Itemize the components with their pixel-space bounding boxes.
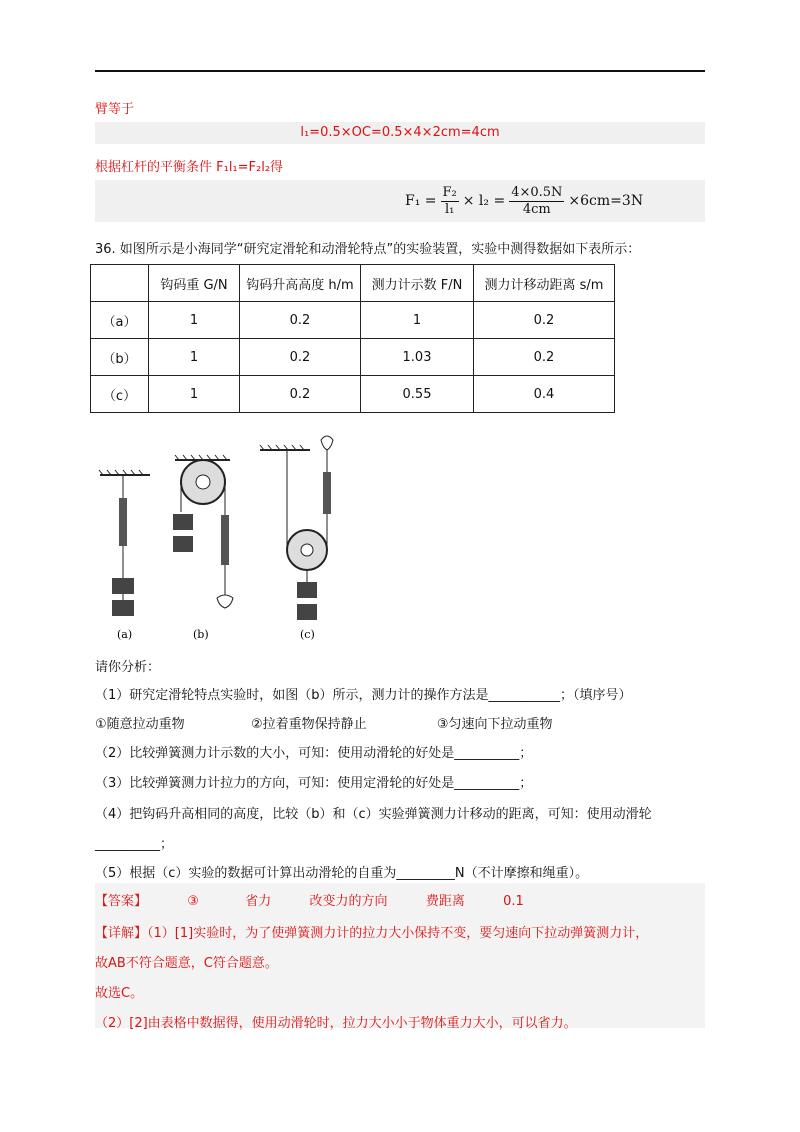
setup-b [173, 455, 233, 608]
table-cell: 1.03 [361, 339, 474, 376]
header-rule [95, 70, 705, 72]
question-1: （1）研究定滑轮特点实验时，如图（b）所示，测力计的操作方法是___________；（填序号） [95, 688, 632, 703]
table-header: 测力计移动距离 s/m [474, 265, 615, 302]
table-cell: 0.2 [240, 376, 361, 413]
table-cell: （b） [91, 339, 149, 376]
fraction-num: 4×0.5N [511, 184, 563, 200]
detail-line-4: （2）[2]由表格中数据得，使用动滑轮时，拉力大小小于物体重力大小，可以省力。 [95, 1016, 577, 1031]
answer-3: 改变力的方向 [309, 894, 388, 909]
answer-5: 0.1 [503, 894, 524, 909]
table-cell: 0.2 [474, 302, 615, 339]
table-header: 钩码升高高度 h/m [240, 265, 361, 302]
question-4: （4）把钩码升高相同的高度，比较（b）和（c）实验弹簧测力计移动的距离，可知：使用动滑轮 [95, 807, 652, 822]
table-cell: 0.55 [361, 376, 474, 413]
answer-4: 费距离 [425, 894, 465, 909]
question-3: （3）比较弹簧测力计拉力的方向，可知：使用定滑轮的好处是__________； [95, 776, 533, 791]
figure-label-c: (c) [300, 628, 315, 641]
table-cell: 1 [149, 376, 240, 413]
option-1: ①随意拉动重物 [95, 717, 185, 732]
detail-line-2: 故AB不符合题意，C符合题意。 [95, 956, 278, 971]
table-cell: （a） [91, 302, 149, 339]
figure-label-a: (a) [117, 628, 133, 641]
table-cell: 1 [149, 302, 240, 339]
table-row [91, 302, 615, 339]
table-cell: 0.2 [240, 339, 361, 376]
answer-1: ③ [187, 894, 199, 909]
option-3: ③匀速向下拉动重物 [436, 717, 553, 732]
fraction-den: 4cm [522, 201, 551, 217]
detail-text: （1）[1]实验时，为了使弹簧测力计的拉力大小保持不变，要匀速向下拉动弹簧测力计， [147, 926, 649, 941]
fraction-2 [509, 185, 564, 218]
table-cell: （c） [91, 376, 149, 413]
table-cell: 1 [361, 302, 474, 339]
formula-line-2 [95, 180, 705, 222]
solution-text: 臂等于 [95, 102, 135, 117]
question-text: 36. 如图所示是小海同学“研究定滑轮和动滑轮特点”的实验装置，实验中测得数据如下表所示： [95, 242, 641, 257]
option-2: ②拉着重物保持静止 [250, 717, 367, 732]
table-cell: 1 [149, 339, 240, 376]
options-row [95, 713, 553, 732]
table-header [91, 265, 149, 302]
detail-line-3: 故选C。 [95, 986, 144, 1001]
fraction-1 [441, 185, 459, 218]
setup-a [99, 470, 150, 616]
answer-2: 省力 [245, 894, 272, 909]
data-table [90, 264, 615, 413]
formula-lhs: F₁ = [405, 193, 437, 209]
detail-line-1 [95, 922, 648, 941]
question-2: （2）比较弹簧测力计示数的大小，可知：使用动滑轮的好处是__________； [95, 746, 533, 761]
formula-line-1: l₁=0.5×OC=0.5×4×2cm=4cm [95, 122, 705, 144]
table-cell: 0.4 [474, 376, 615, 413]
answer-label: 【答案】 [95, 894, 148, 909]
fraction-num: F₂ [442, 184, 457, 200]
figure-label-b: (b) [193, 628, 209, 641]
formula-times: × l₂ = [462, 193, 506, 209]
table-cell: 0.2 [240, 302, 361, 339]
solution-text: 根据杠杆的平衡条件 F₁l₁=F₂l₂得 [95, 160, 284, 175]
table-header: 钩码重 G/N [149, 265, 240, 302]
formula-tail: ×6cm=3N [568, 193, 644, 209]
detail-label: 【详解】 [95, 926, 148, 941]
table-header: 测力计示数 F/N [361, 265, 474, 302]
pulley-figure [95, 430, 355, 645]
fraction-den: l₁ [444, 201, 455, 217]
analyze-label: 请你分析： [95, 660, 161, 675]
question-5: （5）根据（c）实验的数据可计算出动滑轮的自重为_________N（不计摩擦和绳重）。 [95, 866, 589, 881]
table-header-row [91, 265, 615, 302]
answer-row [95, 890, 524, 909]
table-cell: 0.2 [474, 339, 615, 376]
setup-c [260, 436, 333, 620]
table-row [91, 376, 615, 413]
question-4-blank: __________； [95, 837, 174, 852]
table-row [91, 339, 615, 376]
